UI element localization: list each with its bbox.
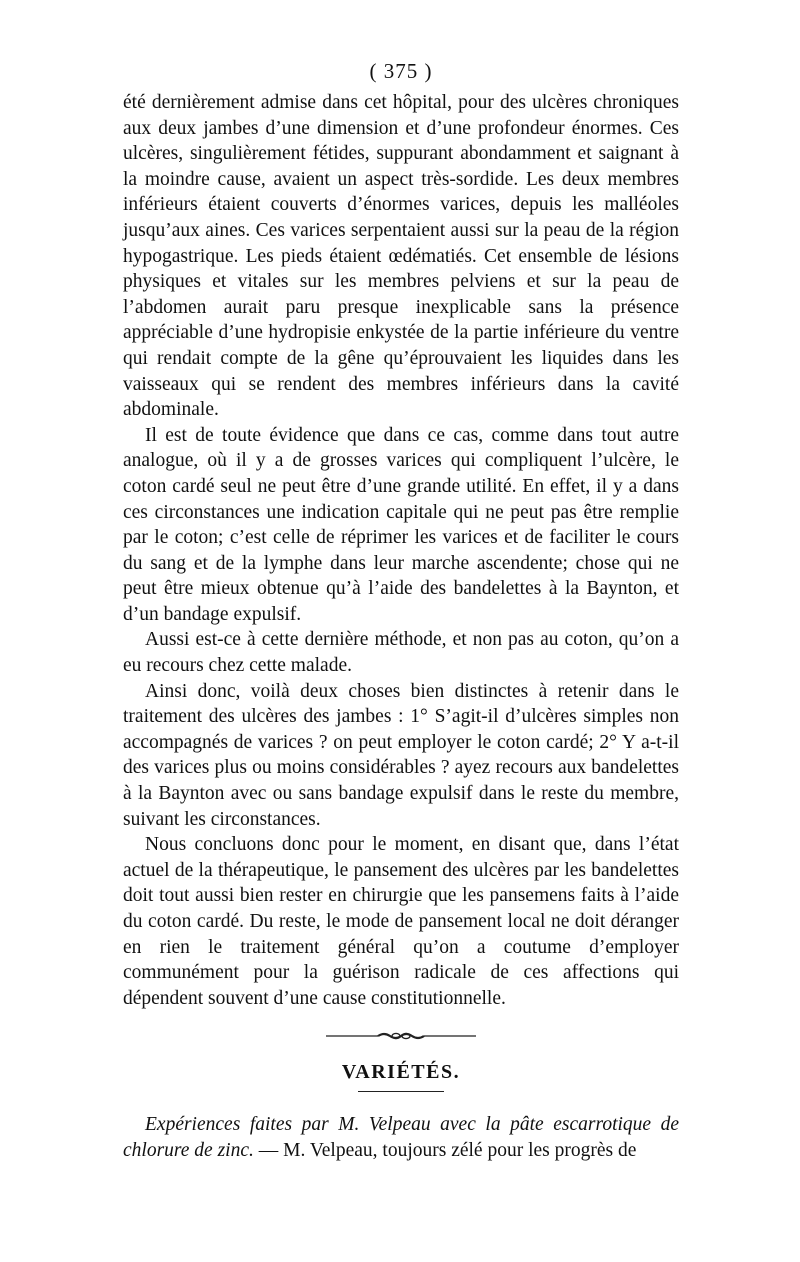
page-number: ( 375 ): [369, 59, 433, 83]
paragraph-2: Il est de toute évidence que dans ce cas, comme dans tout autre analogue, où il y a de grosses varices qui compliquent l’ulcère, le coton cardé seul ne peut être d’une grande utilité. En effet, il y a dans ces circonstances une indication capitale qui ne peut pas être remplie par le coton; c’est celle de réprimer les varices et de faciliter le cours du sang et de la lymphe dans leur marche ascendente; chose qui ne peut être mieux obtenue qu’à l’aide des bandelettes à la Baynton, et d’un bandage expulsif.: [123, 424, 679, 625]
paragraph-5: Nous concluons donc pour le moment, en disant que, dans l’état actuel de la thérapeutique, le pansement des ulcères par les bandelettes doit tout aussi bien rester en chirurgie que les pansemens faits à l’aide du coton cardé. Du reste, le mode de pansement local ne doit déranger en rien le traitement général qu’on a coutume d’employer communément pour la guérison radicale de ces affections qui dépendent souvent d’une cause constitutionnelle.: [123, 834, 679, 1009]
paragraph-varietes: [123, 1112, 679, 1163]
ornament-icon: [326, 1031, 476, 1041]
paragraph-1: été dernièrement admise dans cet hôpital, pour des ulcères chroniques aux deux jambes d’une dimension et d’une profondeur énormes. Ces ulcères, singulièrement fétides, suppurant abondamment et saignant à la moindre cause, avaient un aspect très-sordide. Les deux membres inférieurs étaient couverts d’énormes varices, depuis les malléoles jusqu’aux aines. Ces varices serpentaient aussi sur la peau de la région hypogastrique. Les pieds étaient œdématiés. Cet ensemble de lésions physiques et vitales sur les membres pelviens et sur la peau de l’abdomen aurait paru presque inexplicable sans la présence appréciable d’une hydropisie enkystée de la partie inférieure du ventre qui rendait compte de la gêne qu’éprouvaient les liquides dans les vaisseaux qui se rendent des membres inférieurs dans la cavité abdominale.: [123, 92, 679, 421]
title-rule: [358, 1091, 444, 1092]
section-title: VARIÉTÉS.: [341, 1061, 461, 1084]
experiment-text: — M. Velpeau, toujours zélé pour les progrès de: [253, 1139, 637, 1161]
page: [123, 58, 679, 1164]
paragraph-3: Aussi est-ce à cette dernière méthode, et non pas au coton, qu’on a eu recours chez cette malade.: [123, 629, 679, 677]
paragraph-4: Ainsi donc, voilà deux choses bien distinctes à retenir dans le traitement des ulcères des jambes : 1° S’agit-il d’ulcères simples non accompagnés de varices ? on peut employer le coton cardé; 2° Y a-t-il des varices plus ou moins considérables ? ayez recours aux bandelettes à la Baynton avec ou sans bandage expulsif dans le reste du membre, suivant les circonstances.: [123, 680, 679, 830]
ornamental-divider: [123, 1031, 679, 1041]
experiment-title: Expériences faites par M. Velpeau avec la pâte escarrotique de chlorure de zinc.: [123, 1114, 679, 1161]
